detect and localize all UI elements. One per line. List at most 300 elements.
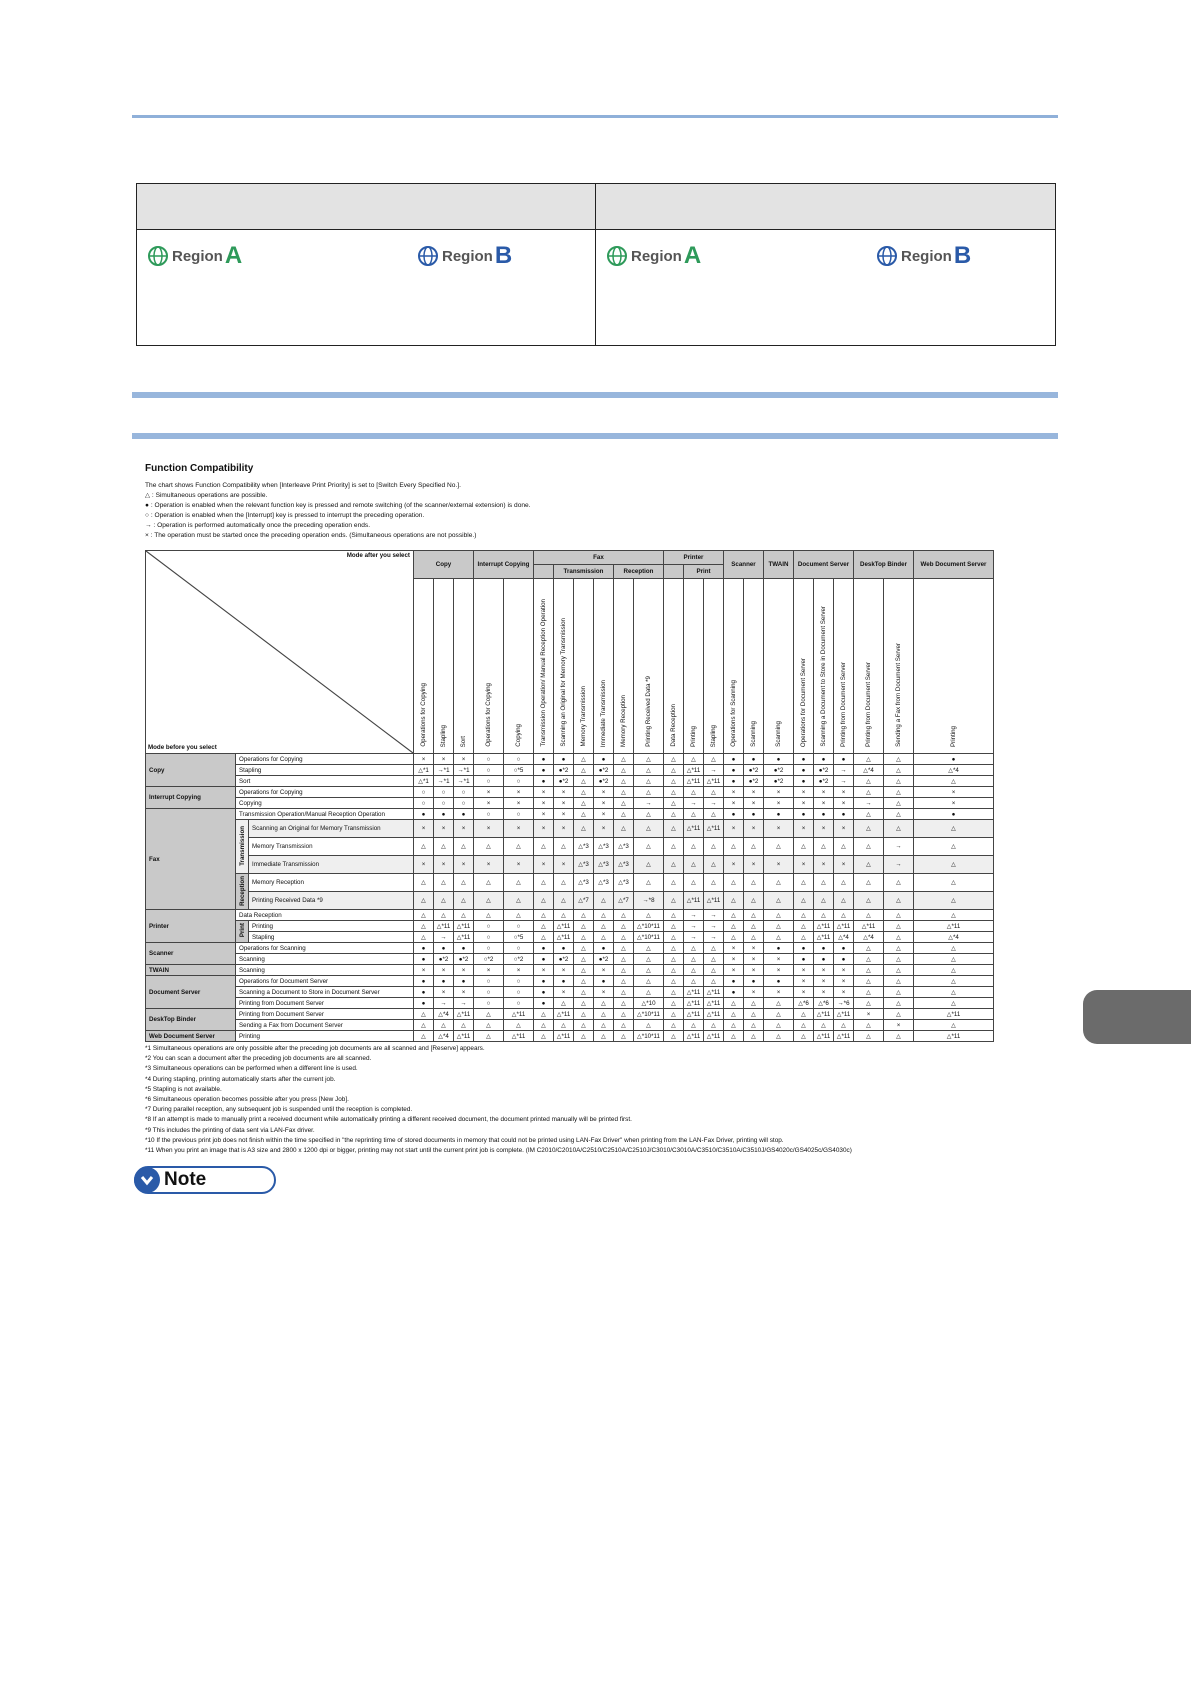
table-cell: △ xyxy=(504,874,534,892)
table-cell: △ xyxy=(594,1020,614,1031)
table-cell: × xyxy=(794,965,814,976)
table-cell: ○*2 xyxy=(504,954,534,965)
table-cell: ●*2 xyxy=(554,765,574,776)
table-cell: △ xyxy=(744,874,764,892)
table-cell: △ xyxy=(414,1020,434,1031)
table-cell: △*7 xyxy=(574,892,594,910)
row-label: Operations for Copying xyxy=(236,787,414,798)
table-cell: × xyxy=(594,965,614,976)
table-cell: × xyxy=(504,820,534,838)
table-cell: △ xyxy=(664,1009,684,1020)
column-group-header: Interrupt Copying xyxy=(474,551,534,579)
row-group-header: Fax xyxy=(146,809,236,910)
table-cell: △ xyxy=(704,856,724,874)
table-cell: △*11 xyxy=(554,932,574,943)
table-cell: △ xyxy=(574,798,594,809)
column-header xyxy=(834,579,854,754)
table-cell: △ xyxy=(574,1020,594,1031)
table-cell: △ xyxy=(884,809,914,820)
table-cell: × xyxy=(414,754,434,765)
footnote: *11 When you print an image that is A3 size and 2800 x 1200 dpi or bigger, printing may not start until the current print job is complete. (IM C2010/C2010A/C2510/C2510A/C2510J/C3010/C3010A/C3510/C3510A/C3510J/GS4020c/GS4025c/GS4030c) xyxy=(145,1147,852,1155)
table-cell: →*1 xyxy=(434,776,454,787)
row-label: Sort xyxy=(236,776,414,787)
region-a-text: Region xyxy=(631,247,682,265)
table-cell: △ xyxy=(664,838,684,856)
column-header-text: Printing xyxy=(950,726,957,747)
row-group-header: Printer xyxy=(146,910,236,943)
column-header-text: Stapling xyxy=(440,724,447,747)
column-header xyxy=(724,579,744,754)
table-cell: △ xyxy=(574,921,594,932)
table-cell: ○ xyxy=(504,809,534,820)
table-cell: △ xyxy=(744,892,764,910)
table-cell: × xyxy=(764,820,794,838)
table-cell: × xyxy=(534,798,554,809)
table-cell: ● xyxy=(414,998,434,1009)
table-cell: △ xyxy=(614,910,634,921)
column-group-header: Copy xyxy=(414,551,474,579)
globe-icon xyxy=(876,245,898,267)
table-cell: ● xyxy=(434,976,454,987)
row-label: Stapling xyxy=(236,765,414,776)
column-header-text: Scanning an Original for Memory Transmission xyxy=(560,618,567,747)
table-cell: △ xyxy=(414,1009,434,1020)
table-cell: △ xyxy=(724,932,744,943)
table-cell: △ xyxy=(614,965,634,976)
table-cell: △ xyxy=(914,776,994,787)
table-cell: × xyxy=(534,809,554,820)
table-cell: △*1 xyxy=(414,765,434,776)
table-cell: △ xyxy=(434,874,454,892)
table-cell: △ xyxy=(554,910,574,921)
table-cell: △ xyxy=(744,921,764,932)
region-a-badge xyxy=(606,244,701,268)
table-cell: △ xyxy=(744,1031,764,1042)
column-header xyxy=(454,579,474,754)
column-header-text: Transmission Operation/ Manual Reception Operation xyxy=(540,599,547,747)
table-cell: △ xyxy=(794,932,814,943)
note-label: Note xyxy=(164,1169,207,1190)
globe-icon xyxy=(417,245,439,267)
column-header xyxy=(574,579,594,754)
footnote: *1 Simultaneous operations are only possible after the preceding job documents are all scanned and [Reserve] appears. xyxy=(145,1045,485,1052)
table-cell: × xyxy=(454,965,474,976)
region-table-cell-left xyxy=(137,230,596,345)
table-cell: ○ xyxy=(474,987,504,998)
table-cell: △ xyxy=(664,921,684,932)
blank-subgroup xyxy=(664,565,684,579)
table-cell: ● xyxy=(414,976,434,987)
table-cell: △ xyxy=(614,776,634,787)
table-cell: △ xyxy=(574,754,594,765)
table-cell: →*1 xyxy=(434,765,454,776)
table-cell: → xyxy=(704,798,724,809)
table-cell: △*3 xyxy=(574,874,594,892)
table-cell: ●*2 xyxy=(594,954,614,965)
table-cell: ● xyxy=(534,998,554,1009)
table-cell: △ xyxy=(884,910,914,921)
table-cell: △ xyxy=(854,838,884,856)
table-cell: ● xyxy=(794,954,814,965)
row-subgroup-text: Transmission xyxy=(238,825,246,866)
table-cell: △*11 xyxy=(814,1009,834,1020)
footnote: *3 Simultaneous operations can be performed when a different line is used. xyxy=(145,1065,358,1073)
table-cell: ○ xyxy=(474,932,504,943)
table-cell: △ xyxy=(834,892,854,910)
table-cell: △ xyxy=(634,987,664,998)
table-cell: △*3 xyxy=(614,838,634,856)
region-table-header-right xyxy=(596,184,1055,230)
table-cell: × xyxy=(834,987,854,998)
table-cell: △*3 xyxy=(614,874,634,892)
column-header-text: Data Reception xyxy=(670,704,677,747)
column-group-header: Document Server xyxy=(794,551,854,579)
table-cell: ○ xyxy=(504,921,534,932)
region-a-letter: A xyxy=(224,242,243,269)
table-cell: × xyxy=(504,787,534,798)
table-cell: → xyxy=(454,998,474,1009)
table-cell: ● xyxy=(724,809,744,820)
table-cell: × xyxy=(744,987,764,998)
table-cell: × xyxy=(434,965,454,976)
table-cell: △ xyxy=(914,874,994,892)
column-header-text: Printing from Document Server xyxy=(865,662,872,747)
table-cell: △ xyxy=(454,838,474,856)
table-cell: △*4 xyxy=(914,765,994,776)
table-cell: × xyxy=(814,787,834,798)
table-cell: ● xyxy=(914,809,994,820)
table-cell: × xyxy=(724,787,744,798)
table-cell: △ xyxy=(794,1009,814,1020)
table-cell: × xyxy=(814,987,834,998)
table-row xyxy=(146,910,994,921)
chart-title: Function Compatibility xyxy=(145,463,254,474)
table-cell: △ xyxy=(914,856,994,874)
table-cell: △ xyxy=(474,1009,504,1020)
column-header xyxy=(744,579,764,754)
table-cell: ● xyxy=(834,754,854,765)
table-cell: △ xyxy=(634,787,664,798)
row-label: Printing xyxy=(236,1031,414,1042)
table-cell: △*11 xyxy=(834,1009,854,1020)
table-row xyxy=(146,987,994,998)
table-cell: ●*2 xyxy=(744,776,764,787)
table-cell: × xyxy=(434,820,454,838)
table-cell: × xyxy=(594,987,614,998)
table-cell: × xyxy=(434,987,454,998)
table-cell: ●*2 xyxy=(594,776,614,787)
column-header-text: Stapling xyxy=(710,724,717,747)
table-cell: △ xyxy=(664,1020,684,1031)
table-cell: △ xyxy=(744,910,764,921)
row-group-header: Copy xyxy=(146,754,236,787)
table-cell: △ xyxy=(704,787,724,798)
table-cell: △*4 xyxy=(434,1031,454,1042)
row-group-header: Document Server xyxy=(146,976,236,1009)
globe-icon xyxy=(147,245,169,267)
table-cell: △ xyxy=(634,874,664,892)
chart-legend xyxy=(145,481,531,541)
table-cell: △ xyxy=(834,874,854,892)
table-cell: × xyxy=(724,965,744,976)
row-subgroup-header xyxy=(236,820,249,874)
table-cell: △ xyxy=(884,965,914,976)
table-cell: △*11 xyxy=(834,921,854,932)
table-cell: ● xyxy=(534,987,554,998)
table-cell: → xyxy=(684,932,704,943)
table-cell: △ xyxy=(594,1009,614,1020)
column-group-header: TWAIN xyxy=(764,551,794,579)
table-cell: △ xyxy=(504,1020,534,1031)
table-cell: △ xyxy=(614,820,634,838)
table-cell: △ xyxy=(534,1020,554,1031)
table-cell: △ xyxy=(854,856,884,874)
column-header xyxy=(474,579,504,754)
table-cell: ● xyxy=(744,976,764,987)
table-cell: △ xyxy=(764,921,794,932)
table-cell: △ xyxy=(854,1020,884,1031)
table-cell: × xyxy=(834,976,854,987)
table-cell: ● xyxy=(554,943,574,954)
table-cell: △ xyxy=(414,874,434,892)
region-b-letter: B xyxy=(494,242,513,269)
table-cell: △*1 xyxy=(414,776,434,787)
table-cell: △ xyxy=(684,976,704,987)
table-cell: △ xyxy=(594,921,614,932)
table-cell: ● xyxy=(724,987,744,998)
row-label: Printing from Document Server xyxy=(236,1009,414,1020)
table-cell: △ xyxy=(634,856,664,874)
table-cell: ○*2 xyxy=(474,954,504,965)
table-cell: × xyxy=(534,965,554,976)
table-cell: ● xyxy=(834,809,854,820)
chapter-side-tab xyxy=(1083,990,1191,1044)
table-cell: △ xyxy=(664,787,684,798)
region-b-letter: B xyxy=(953,242,972,269)
table-cell: △ xyxy=(724,998,744,1009)
table-cell: △ xyxy=(614,987,634,998)
table-cell: △ xyxy=(884,798,914,809)
table-cell: × xyxy=(534,787,554,798)
table-cell: ○ xyxy=(504,998,534,1009)
table-cell: × xyxy=(794,856,814,874)
table-cell: △ xyxy=(574,776,594,787)
table-cell: △ xyxy=(854,776,884,787)
table-cell: △ xyxy=(634,809,664,820)
table-cell: × xyxy=(814,856,834,874)
table-cell: →*6 xyxy=(834,998,854,1009)
table-cell: △ xyxy=(794,838,814,856)
table-cell: × xyxy=(474,798,504,809)
table-row xyxy=(146,998,994,1009)
table-cell: ○ xyxy=(414,787,434,798)
table-cell: △ xyxy=(914,910,994,921)
table-cell: △ xyxy=(744,1009,764,1020)
table-cell: △ xyxy=(434,910,454,921)
table-cell: △ xyxy=(414,932,434,943)
table-cell: ● xyxy=(744,809,764,820)
chevron-down-icon xyxy=(134,1167,160,1193)
table-cell: △ xyxy=(704,809,724,820)
table-cell: × xyxy=(744,820,764,838)
table-cell: → xyxy=(634,798,664,809)
column-subgroup-header: Transmission xyxy=(554,565,614,579)
table-cell: △ xyxy=(744,838,764,856)
table-cell: △ xyxy=(724,1009,744,1020)
table-cell: ● xyxy=(794,809,814,820)
table-cell: ○ xyxy=(454,787,474,798)
table-row xyxy=(146,965,994,976)
legend-line: × : The operation must be started once the preceding operation ends. (Simultaneous operations are not possible.) xyxy=(145,532,477,539)
table-cell: △ xyxy=(474,838,504,856)
table-cell: × xyxy=(834,820,854,838)
row-subgroup-header xyxy=(236,874,249,910)
table-cell: ○ xyxy=(504,754,534,765)
table-cell: × xyxy=(594,809,614,820)
row-group-header: TWAIN xyxy=(146,965,236,976)
table-cell: △ xyxy=(614,798,634,809)
table-cell: △*10*11 xyxy=(634,1031,664,1042)
table-cell: × xyxy=(554,798,574,809)
table-cell: △ xyxy=(724,838,744,856)
table-row xyxy=(146,798,994,809)
table-cell: ●*2 xyxy=(434,954,454,965)
table-cell: △ xyxy=(534,892,554,910)
table-cell: ● xyxy=(794,765,814,776)
table-cell: △ xyxy=(614,787,634,798)
table-cell: △ xyxy=(684,838,704,856)
table-cell: × xyxy=(454,987,474,998)
table-cell: △*4 xyxy=(834,932,854,943)
table-cell: △ xyxy=(664,998,684,1009)
table-cell: △ xyxy=(854,874,884,892)
table-cell: △*3 xyxy=(594,856,614,874)
table-row xyxy=(146,838,994,856)
footnote: *9 This includes the printing of data sent via LAN-Fax driver. xyxy=(145,1126,315,1134)
table-cell: ○*5 xyxy=(504,932,534,943)
table-cell: △*11 xyxy=(704,892,724,910)
column-header xyxy=(794,579,814,754)
table-row xyxy=(146,921,994,932)
table-cell: △ xyxy=(664,976,684,987)
table-cell: △ xyxy=(614,754,634,765)
table-row xyxy=(146,765,994,776)
table-cell: × xyxy=(594,820,614,838)
mode-before-label: Mode before you select xyxy=(148,744,217,751)
table-cell: ● xyxy=(434,809,454,820)
table-cell: ○ xyxy=(474,943,504,954)
table-cell: × xyxy=(814,976,834,987)
table-cell: △ xyxy=(454,910,474,921)
row-label: Transmission Operation/Manual Reception Operation xyxy=(236,809,414,820)
column-header xyxy=(814,579,834,754)
table-cell: △ xyxy=(764,874,794,892)
table-cell: × xyxy=(454,820,474,838)
table-cell: △*11 xyxy=(554,1031,574,1042)
table-cell: △ xyxy=(614,932,634,943)
table-cell: △ xyxy=(684,787,704,798)
footnote: *5 Stapling is not available. xyxy=(145,1085,222,1093)
table-cell: △ xyxy=(914,998,994,1009)
table-cell: △ xyxy=(634,965,664,976)
table-cell: △ xyxy=(854,987,884,998)
table-cell: △*11 xyxy=(454,1031,474,1042)
table-cell: △ xyxy=(704,838,724,856)
table-cell: △ xyxy=(634,1020,664,1031)
table-cell: △ xyxy=(614,976,634,987)
table-cell: △ xyxy=(764,1009,794,1020)
table-cell: △ xyxy=(814,874,834,892)
table-cell: → xyxy=(434,998,454,1009)
table-cell: × xyxy=(414,965,434,976)
table-cell: △*11 xyxy=(834,1031,854,1042)
table-corner xyxy=(146,551,414,754)
table-cell: ● xyxy=(554,754,574,765)
table-cell: × xyxy=(534,856,554,874)
table-cell: △ xyxy=(574,976,594,987)
legend-line: The chart shows Function Compatibility when [Interleave Print Priority] is set to [Switch Every Specified No.]. xyxy=(145,482,461,489)
table-cell: ○ xyxy=(414,798,434,809)
table-cell: △ xyxy=(664,754,684,765)
column-header xyxy=(854,579,884,754)
table-row xyxy=(146,892,994,910)
table-cell: △*11 xyxy=(704,987,724,998)
table-cell: △ xyxy=(474,892,504,910)
column-header-text: Scanning xyxy=(750,721,757,747)
column-header xyxy=(764,579,794,754)
table-cell: △ xyxy=(574,932,594,943)
table-cell: △ xyxy=(854,954,884,965)
table-cell: × xyxy=(474,787,504,798)
region-b-text: Region xyxy=(442,247,493,265)
table-cell: ○ xyxy=(434,798,454,809)
row-label: Scanning xyxy=(236,954,414,965)
table-cell: △ xyxy=(914,820,994,838)
table-cell: × xyxy=(814,820,834,838)
table-row xyxy=(146,954,994,965)
table-cell: ● xyxy=(834,954,854,965)
table-cell: △ xyxy=(854,910,884,921)
table-cell: △*11 xyxy=(684,998,704,1009)
table-cell: △ xyxy=(914,965,994,976)
table-cell: △ xyxy=(664,809,684,820)
table-cell: △ xyxy=(794,892,814,910)
table-cell: △ xyxy=(764,910,794,921)
table-cell: △ xyxy=(554,998,574,1009)
table-cell: → xyxy=(704,932,724,943)
table-cell: × xyxy=(884,1020,914,1031)
table-cell: △ xyxy=(414,910,434,921)
table-cell: △*11 xyxy=(554,921,574,932)
table-cell: × xyxy=(414,856,434,874)
table-cell: ● xyxy=(414,809,434,820)
table-cell: △*10*11 xyxy=(634,1009,664,1020)
column-group-header: Printer xyxy=(664,551,724,565)
table-row xyxy=(146,809,994,820)
table-cell: △*4 xyxy=(914,932,994,943)
table-cell: △ xyxy=(634,765,664,776)
table-cell: △ xyxy=(594,1031,614,1042)
table-cell: △ xyxy=(614,954,634,965)
table-cell: × xyxy=(434,856,454,874)
table-cell: △*7 xyxy=(614,892,634,910)
table-cell: △ xyxy=(794,874,814,892)
table-cell: ● xyxy=(414,987,434,998)
table-cell: △ xyxy=(724,910,744,921)
table-cell: △ xyxy=(574,820,594,838)
table-cell: ●*2 xyxy=(814,776,834,787)
table-cell: △*11 xyxy=(814,921,834,932)
